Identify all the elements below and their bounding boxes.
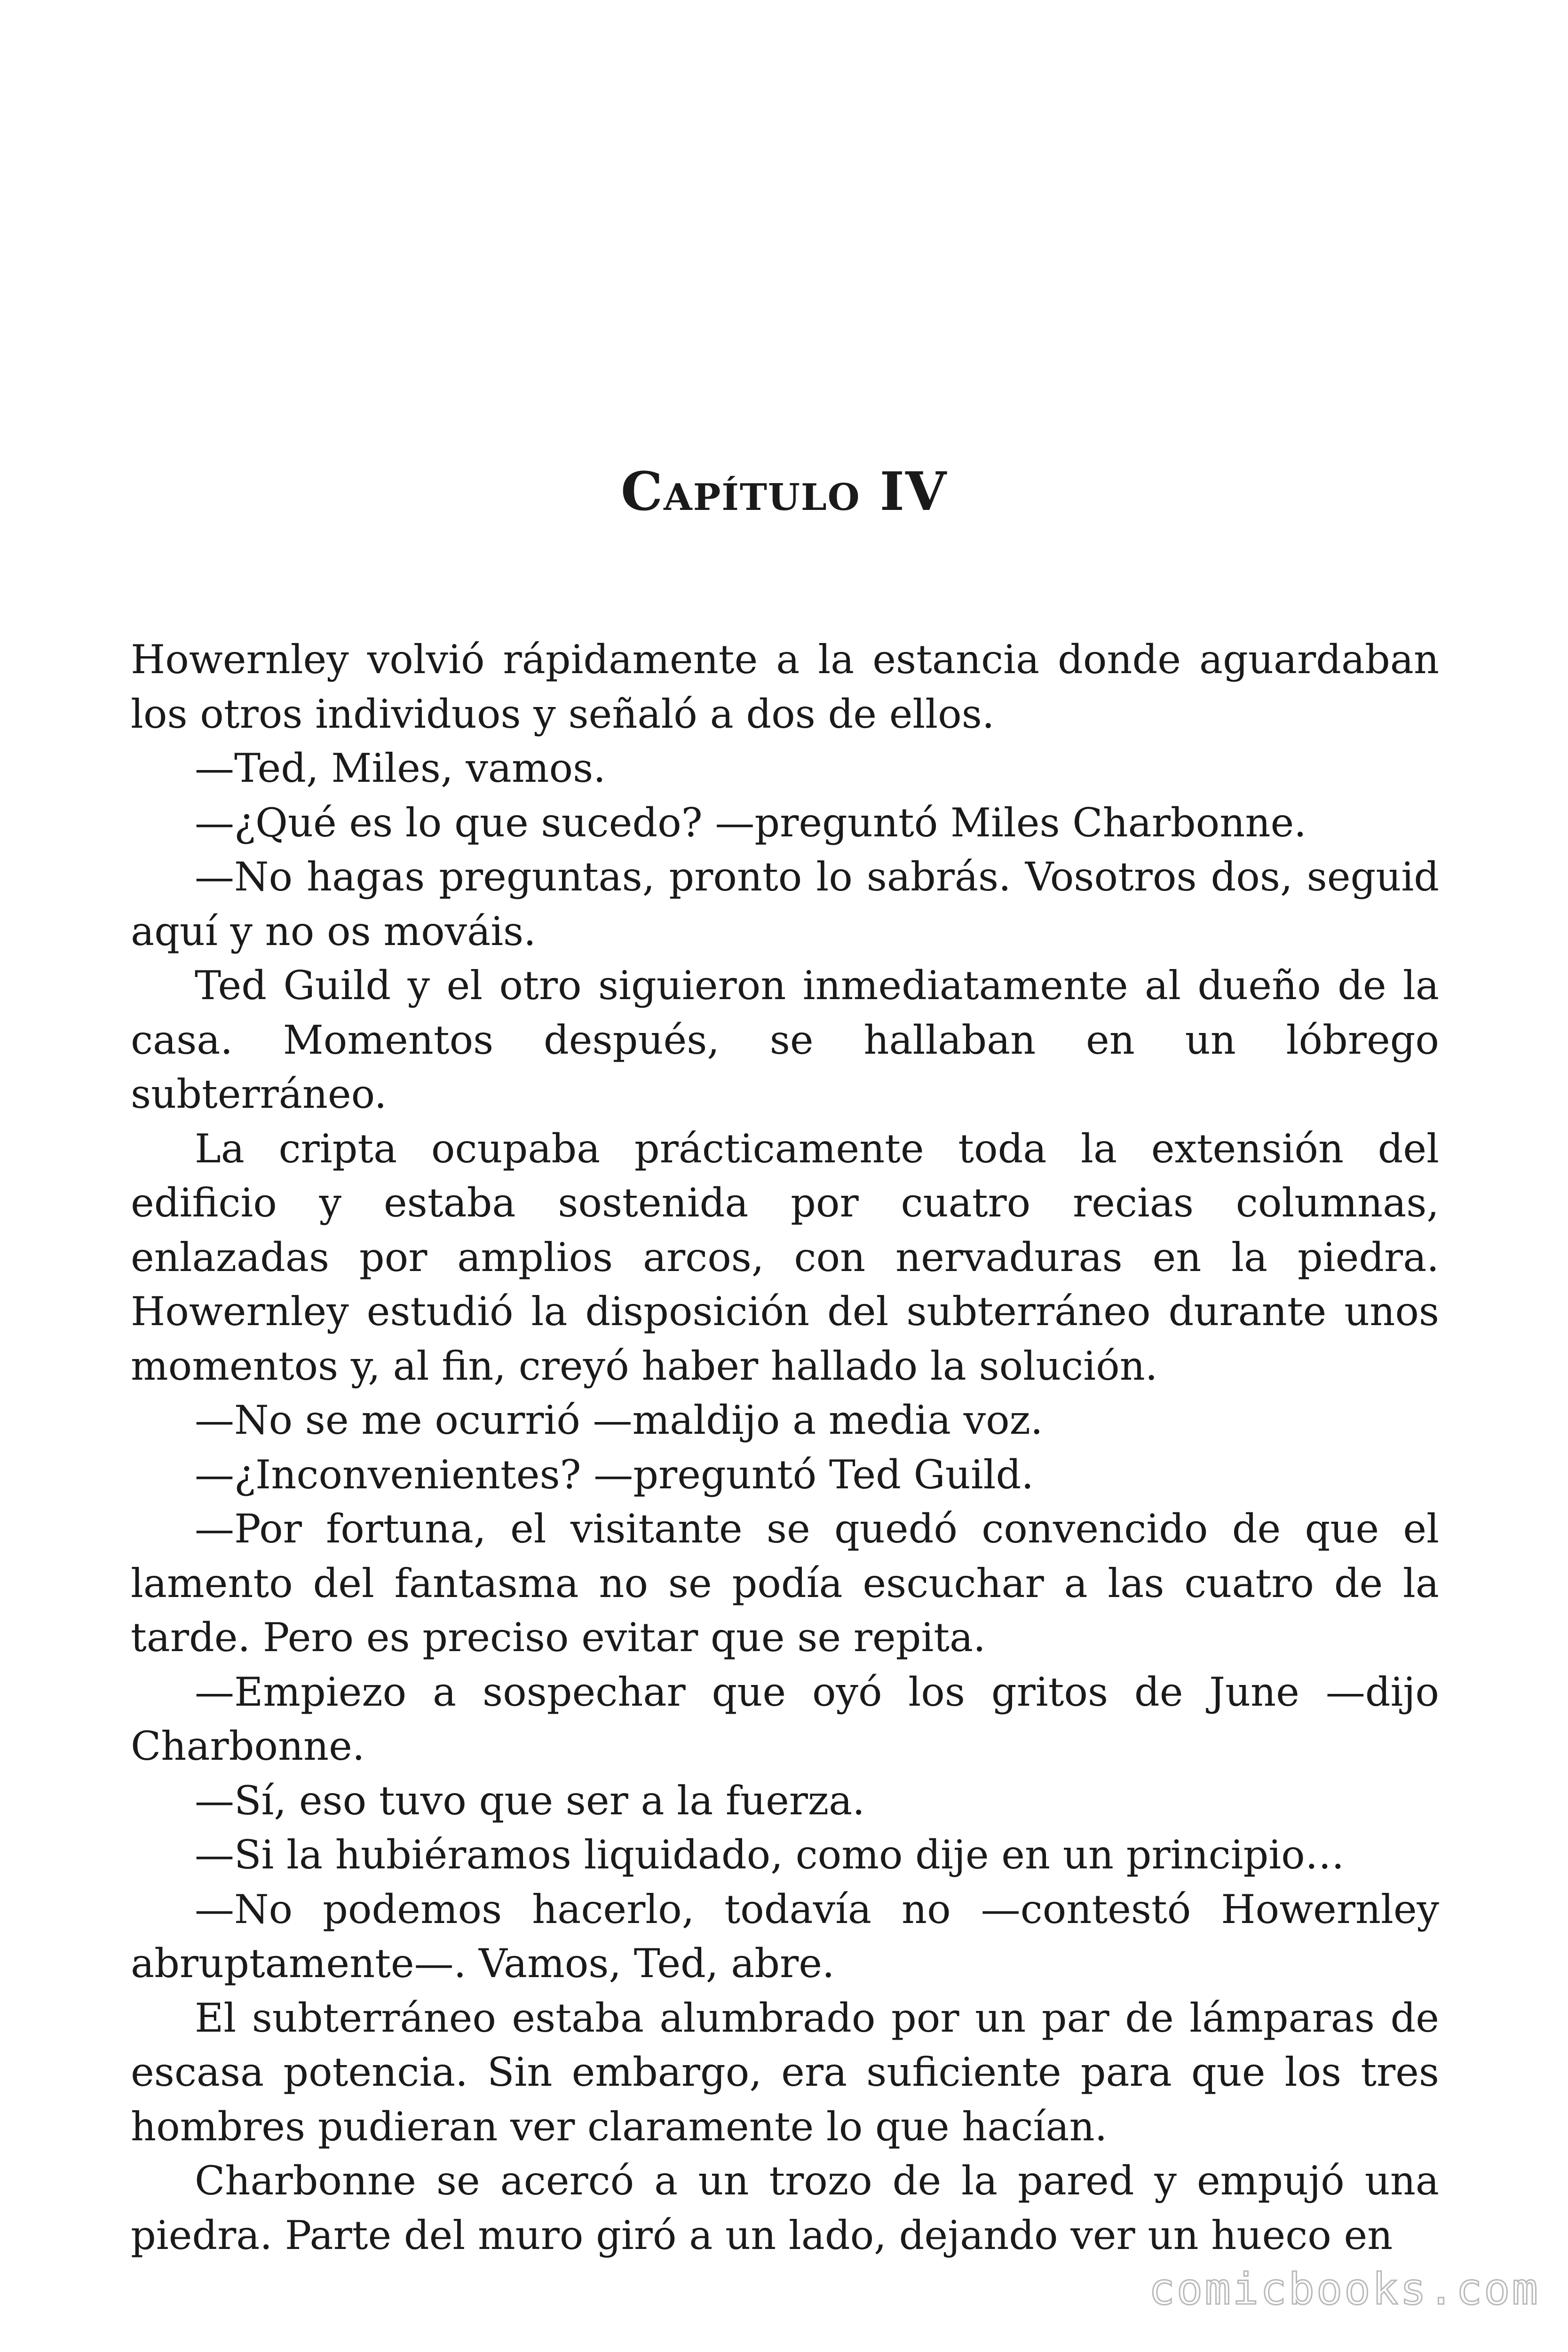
chapter-title: Capítulo IV bbox=[621, 461, 947, 523]
paragraph: —¿Qué es lo que sucedo? —preguntó Miles Charbonne. bbox=[195, 799, 1307, 846]
paragraph: —No hagas preguntas, pronto lo sabrás. Vosotros dos, seguid aquí y no os mováis. bbox=[131, 854, 1439, 954]
paragraph: Charbonne se acercó a un trozo de la pared y empujó una piedra. Parte del muro giró a un lado, dejando ver un hueco en bbox=[131, 2158, 1439, 2258]
paragraph: —Ted, Miles, vamos. bbox=[195, 745, 606, 791]
paragraph: —Sí, eso tuvo que ser a la fuerza. bbox=[195, 1777, 865, 1824]
paragraph: —No se me ocurrió —maldijo a media voz. bbox=[195, 1397, 1043, 1443]
paragraph: Howernley volvió rápidamente a la estancia donde aguardaban los otros individuos y señaló a dos de ellos. bbox=[131, 636, 1439, 737]
paragraph: —No podemos hacerlo, todavía no —contestó Howernley abruptamente—. Vamos, Ted, abre. bbox=[131, 1886, 1439, 1986]
paragraph: —¿Inconvenientes? —preguntó Ted Guild. bbox=[195, 1451, 1034, 1498]
paragraph: El subterráneo estaba alumbrado por un par de lámparas de escasa potencia. Sin embargo, era suficiente para que los tres hombres pudieran ver claramente lo que hacían. bbox=[131, 1994, 1439, 2150]
paragraph: Ted Guild y el otro siguieron inmediatamente al dueño de la casa. Momentos después, se hallaban en un lóbrego subterráneo. bbox=[131, 962, 1439, 1117]
paragraph: —Empiezo a sospechar que oyó los gritos de June —dijo Charbonne. bbox=[131, 1669, 1439, 1769]
paragraph: La cripta ocupaba prácticamente toda la extensión del edificio y estaba sostenida por cuatro recias columnas, enlazadas por amplios arcos, con nervaduras en la piedra. Howernley estudió la disposición del subterráneo durante unos momentos y, al fin, creyó haber hallado la solución. bbox=[131, 1125, 1439, 1389]
paragraph: —Si la hubiéramos liquidado, como dije en un principio… bbox=[195, 1832, 1345, 1878]
paragraph: —Por fortuna, el visitante se quedó convencido de que el lamento del fantasma no se podía escuchar a las cuatro de la tarde. Pero es preciso evitar que se repita. bbox=[131, 1506, 1439, 1661]
body-text bbox=[131, 633, 1439, 2263]
watermark: comicbooks.com bbox=[1148, 2264, 1540, 2314]
